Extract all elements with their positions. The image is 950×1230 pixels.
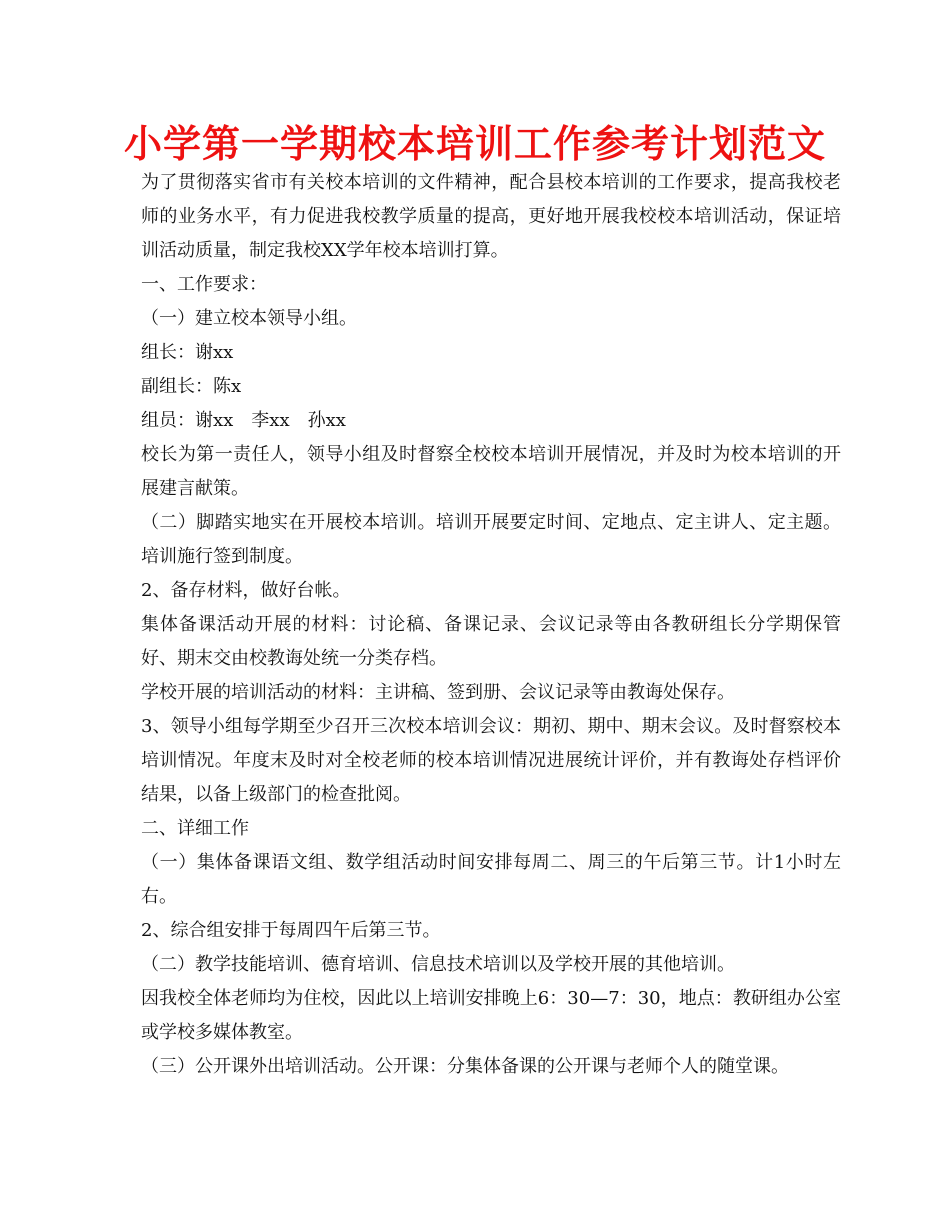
paragraph-collective-prep-materials: 集体备课活动开展的材料：讨论稿、备课记录、会议记录等由各教研组长分学期保管好、期末交由校教诲处统一分类存档。	[141, 614, 841, 669]
paragraph-training-time-location: 因我校全体老师均为住校，因此以上培训安排晚上6：30—7：30，地点：教研组办公室或学校多媒体教室。	[141, 988, 841, 1043]
paragraph-materials: 2、备存材料，做好台帐。	[141, 580, 351, 601]
paragraph-group-members: 组员：谢xx 李xx 孙xx	[141, 410, 346, 431]
paragraph-group-leader: 组长：谢xx	[141, 342, 234, 363]
paragraph-deputy-leader: 副组长：陈x	[141, 376, 242, 397]
document-body	[141, 166, 841, 1084]
subheading-open-class: （三）公开课外出培训活动。公开课：分集体备课的公开课与老师个人的随堂课。	[141, 1056, 789, 1077]
paragraph-intro: 为了贯彻落实省市有关校本培训的文件精神，配合县校本培训的工作要求，提高我校老师的业务水平，有力促进我校教学质量的提高，更好地开展我校校本培训活动，保证培训活动质量，制定我校XX学年校本培训打算。	[141, 172, 841, 261]
document-title: 小学第一学期校本培训工作参考计划范文	[123, 122, 826, 166]
heading-work-requirements: 一、工作要求：	[141, 274, 267, 295]
paragraph-training-materials: 学校开展的培训活动的材料：主讲稿、签到册、会议记录等由教诲处保存。	[141, 682, 735, 703]
subheading-skills-training: （二）教学技能培训、德育培训、信息技术培训以及学校开展的其他培训。	[141, 954, 735, 975]
heading-detailed-work: 二、详细工作	[141, 818, 249, 839]
subheading-leadership-group: （一）建立校本领导小组。	[141, 308, 357, 329]
paragraph-principal-responsibility: 校长为第一责任人，领导小组及时督察全校校本培训开展情况，并及时为校本培训的开展建言献策。	[141, 444, 841, 499]
paragraph-comprehensive-group: 2、综合组安排于每周四午后第三节。	[141, 920, 441, 941]
paragraph-meetings: 3、领导小组每学期至少召开三次校本培训会议：期初、期中、期末会议。及时督察校本培训情况。年度末及时对全校老师的校本培训情况进展统计评价，并有教诲处存档评价结果，以备上级部门的检查批阅。	[141, 716, 841, 805]
paragraph-collective-prep-schedule: （一）集体备课语文组、数学组活动时间安排每周二、周三的午后第三节。计1小时左右。	[141, 852, 841, 907]
subheading-practical-training: （二）脚踏实地实在开展校本培训。培训开展要定时间、定地点、定主讲人、定主题。培训施行签到制度。	[141, 512, 841, 567]
